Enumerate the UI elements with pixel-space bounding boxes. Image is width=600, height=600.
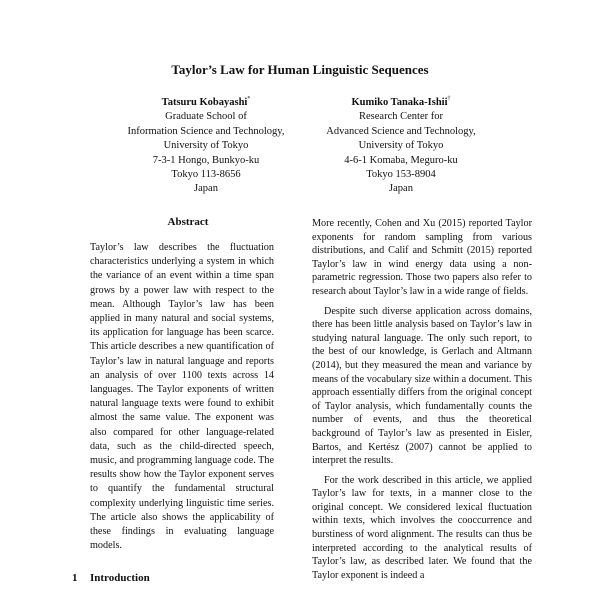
body-paragraph: For the work described in this article, we applied Taylor’s law for texts, in a manner close to the original concept. We considered lexical fluctuation within texts, which involves the cooccurrence and burstiness of word alignment. The results can thus be interpreted according to the analytical results of Taylor’s law, as described later. We found that the Taylor exponent is indeed a [312,474,532,581]
address-line: 4-6-1 Komaba, Meguro-ku [344,154,458,166]
affiliation-line: University of Tokyo [163,140,249,152]
section-title: Introduction [90,572,150,584]
affiliation-line: Information Science and Technology, [127,125,285,137]
affiliation-line: Advanced Science and Technology, [326,125,476,137]
country-line: Japan [194,183,218,195]
body-paragraph: More recently, Cohen and Xu (2015) reported Taylor exponents for random sampling from various distributions, and Calif and Schmitt (2015) reported Taylor’s law in wind energy data using a non-parametric regression. Those two papers also refer to research about Taylor’s law in a wide range of fields. [312,218,532,297]
body-paragraph: Despite such diverse application across domains, there has been little analysis based on Taylor’s law in studying natural language. The only such report, to the best of our knowledge, is Gerlach and Altmann (2014), but they measured the mean and variance by means of the vocabulary size within a document. This approach essentially differs from the original concept of Taylor analysis, which fundamentally counts the number of events, and thus the theoretical background of Taylor’s law as presented in Eisler, Bartos, and Kertész (2007) cannot be applied to interpret the results. [312,305,532,467]
author-name-text: Tatsuru Kobayashi [161,97,248,108]
affiliation-line: Graduate School of [165,111,247,123]
paper-title: Taylor’s Law for Human Linguistic Sequences [171,62,429,77]
country-line: Japan [389,183,413,195]
right-column [312,217,532,588]
section-heading [72,572,150,584]
author-block-2 [301,92,501,197]
author-name-text: Kumiko Tanaka-Ishii [351,97,448,108]
section-number: 1 [72,572,78,584]
address-line: Tokyo 113-8656 [171,169,241,181]
author-name [301,92,501,110]
author-footnote-mark: † [447,96,451,102]
author-name [106,92,306,110]
abstract-heading: Abstract [167,216,209,228]
address-line: Tokyo 153-8904 [366,169,436,181]
author-footnote-mark: * [247,96,251,102]
affiliation-line: Research Center for [359,111,443,123]
author-block-1 [106,92,306,197]
affiliation-line: University of Tokyo [358,140,444,152]
abstract-text: Taylor’s law describes the fluctuation characteristics underlying a system in which the variance of an event within a time span grows by a power law with respect to the mean. Although Taylor’s law has been applied in many natural and social systems, its application for language has been scarce. This article describes a new quantification of Taylor’s law in natural language and reports an analysis of over 1100 texts across 14 languages. The Taylor exponents of written natural language texts were found to exhibit almost the same value. The exponent was also compared for other language-related data, such as the child-directed speech, music, and programming language code. The results show how the Taylor exponent serves to quantify the fundamental structural complexity underlying linguistic time series. The article also shows the applicability of these findings in evaluating language models. [90,242,274,552]
address-line: 7-3-1 Hongo, Bunkyo-ku [152,154,260,166]
